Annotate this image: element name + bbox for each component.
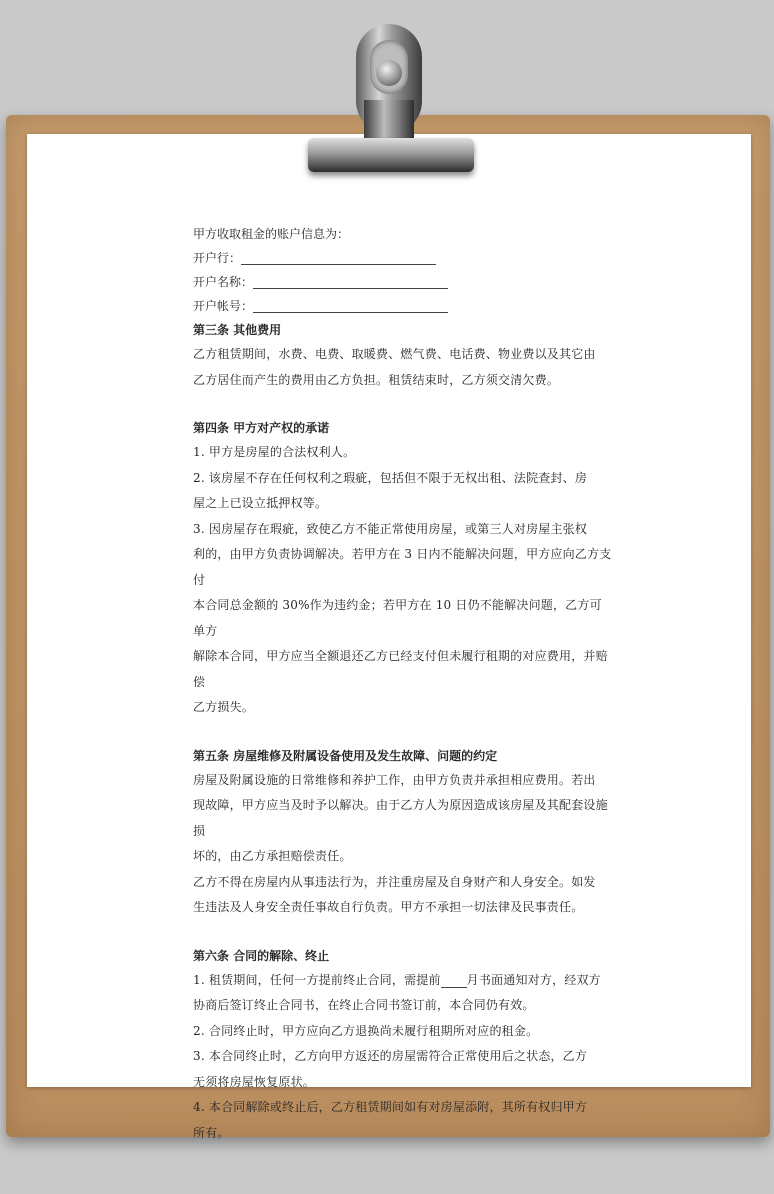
section3-title: 第三条 其他费用: [193, 323, 282, 337]
section4-line: 3. 因房屋存在瑕疵，致使乙方不能正常使用房屋，或第三人对房屋主张权: [193, 521, 588, 536]
section5-line: 房屋及附属设施的日常维修和养护工作，由甲方负责并承担相应费用。若出: [193, 772, 596, 787]
section6-line: 3. 本合同终止时，乙方向甲方返还的房屋需符合正常使用后之状态，乙方: [193, 1049, 588, 1063]
section6-title: 第六条 合同的解除、终止: [193, 948, 330, 963]
section6-line: 无须将房屋恢复原状。: [193, 1074, 316, 1089]
bank-blank: [241, 248, 436, 265]
bank-field: 开户行：: [193, 246, 613, 270]
section6-line: 2. 合同终止时，甲方应向乙方退换尚未履行租期所对应的租金。: [193, 1023, 539, 1038]
account-name-field: 开户名称：: [193, 270, 613, 294]
contract-text: [193, 222, 613, 1146]
section5-line: 现故障，甲方应当及时予以解决。由于乙方人为原因造成该房屋及其配套设施损: [193, 798, 608, 838]
section6-line: 4. 本合同解除或终止后，乙方租赁期间如有对房屋添附，其所有权归甲方: [193, 1100, 588, 1114]
section4-line: 1. 甲方是房屋的合法权利人。: [193, 445, 356, 459]
section4-title: 第四条 甲方对产权的承诺: [193, 421, 330, 435]
section4-line: 解除本合同，甲方应当全额退还乙方已经支付但未履行租期的对应费用，并赔偿: [193, 649, 608, 689]
section6-line: 所有。: [193, 1125, 230, 1140]
section6-item1: 1. 租赁期间，任何一方提前终止合同，需提前 月书面通知对方，经双方: [193, 972, 601, 987]
notice-months-blank: [441, 971, 467, 988]
section4-line: 乙方损失。: [193, 700, 255, 714]
section5-title: 第五条 房屋维修及附属设备使用及发生故障、问题的约定: [193, 748, 498, 763]
account-number-field: 开户帐号：: [193, 294, 613, 318]
section4-line: 2. 该房屋不存在任何权利之瑕疵，包括但不限于无权出租、法院查封、房: [193, 470, 588, 485]
section5-line: 生违法及人身安全责任事故自行负责。甲方不承担一切法律及民事责任。: [193, 900, 584, 914]
section3-line: 乙方租赁期间，水费、电费、取暖费、燃气费、电话费、物业费以及其它由: [193, 347, 596, 361]
account-intro: 甲方收取租金的账户信息为：: [193, 227, 350, 241]
section4-line: 利的，由甲方负责协调解决。若甲方在 3 日内不能解决问题，甲方应向乙方支付: [193, 547, 612, 587]
section4-line: 屋之上已设立抵押权等。: [193, 496, 328, 510]
section5-line: 坏的，由乙方承担赔偿责任。: [193, 849, 352, 863]
account-number-blank: [253, 296, 448, 313]
account-name-blank: [253, 272, 448, 289]
binder-clip-icon: [300, 20, 480, 180]
section3-line: 乙方居住而产生的费用由乙方负担。租赁结束时，乙方须交清欠费。: [193, 372, 560, 387]
section5-line: 乙方不得在房屋内从事违法行为，并注重房屋及自身财产和人身安全。如发: [193, 874, 596, 889]
section4-line: 本合同总金额的 30%作为违约金；若甲方在 10 日仍不能解决问题，乙方可单方: [193, 598, 602, 638]
section6-line: 协商后签订终止合同书，在终止合同书签订前，本合同仍有效。: [193, 998, 535, 1012]
